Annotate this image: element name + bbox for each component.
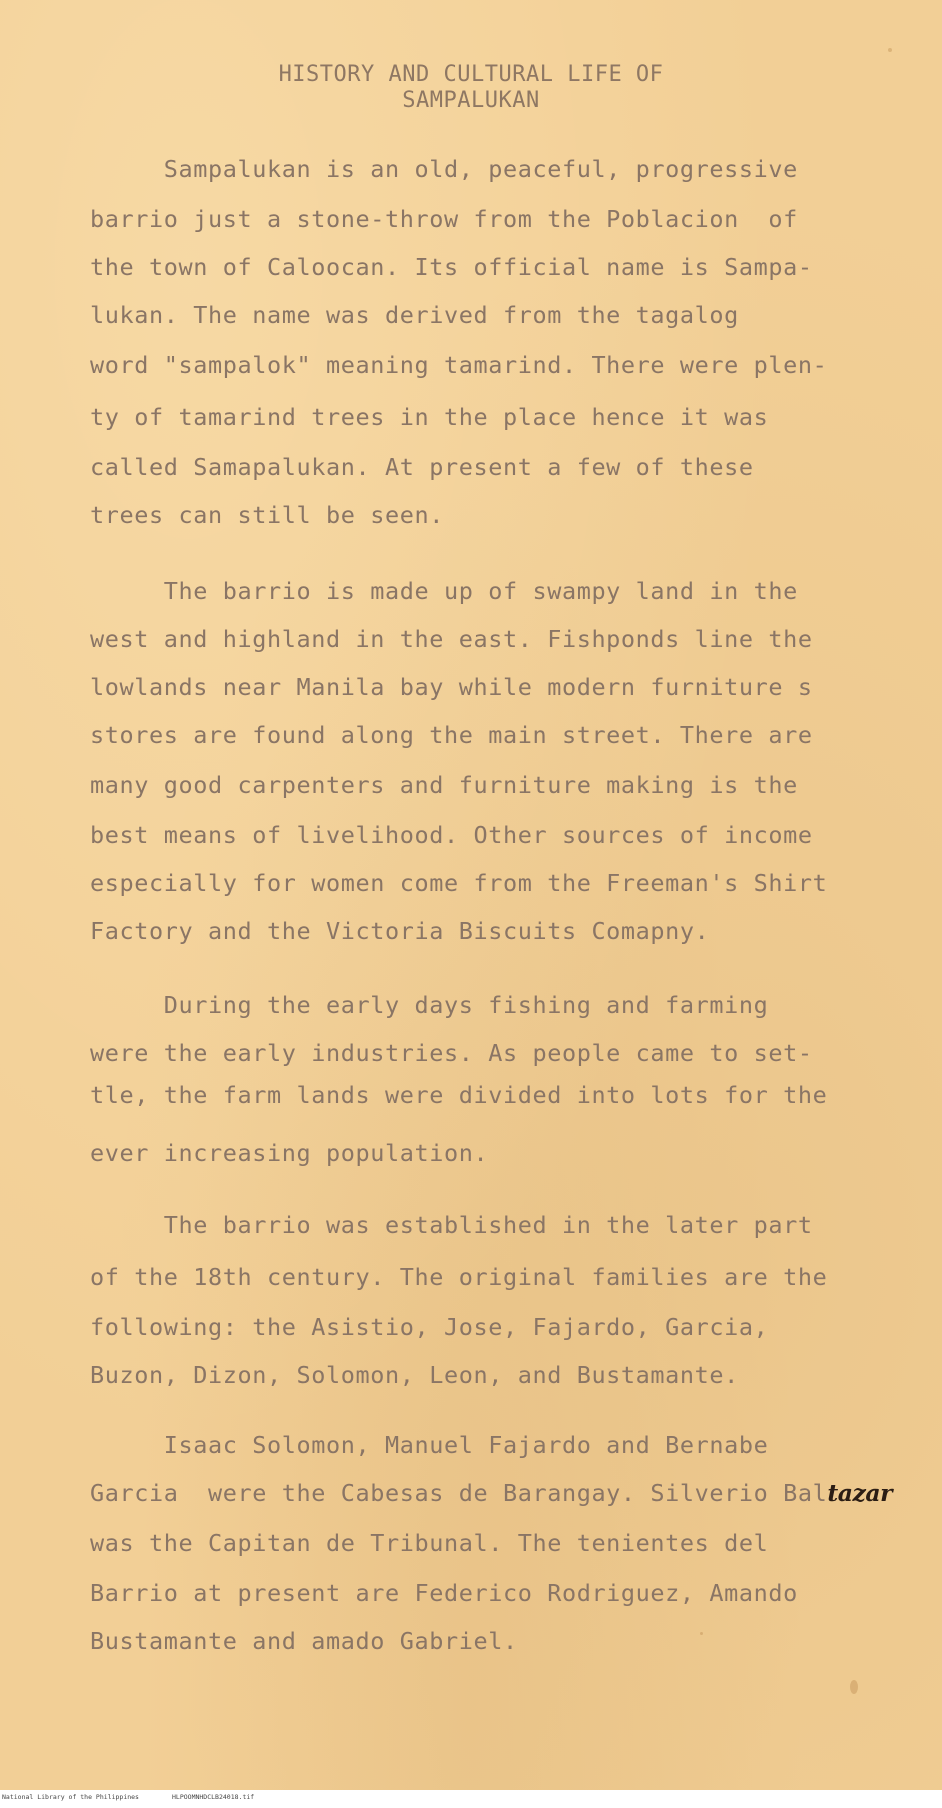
paragraph-4-line-2: of the 18th century. The original families are the [90, 1263, 828, 1291]
paragraph-2-line-3: lowlands near Manila bay while modern furniture s [90, 673, 813, 701]
paragraph-1-line-2: barrio just a stone-throw from the Poblacion of [90, 205, 798, 233]
paragraph-5-line-2-text: Garcia were the Cabesas de Barangay. Silverio Bal [90, 1479, 828, 1507]
footer-file-id: HLPOOMNHDCLB24018.tif [172, 1793, 255, 1801]
scan-footer [0, 1790, 942, 1808]
paragraph-1-line-3: the town of Caloocan. Its official name is Sampa- [90, 253, 813, 281]
paragraph-3-line-3: tle, the farm lands were divided into lots for the [90, 1081, 828, 1109]
footer-library-name: National Library of the Philippines [2, 1793, 139, 1801]
paragraph-5-line-2 [90, 1479, 892, 1507]
page-title-line-2: SAMPALUKAN [402, 88, 540, 113]
paragraph-2-line-7: especially for women come from the Freeman's Shirt [90, 869, 828, 897]
paper-speck [888, 48, 892, 52]
paragraph-1-line-8: trees can still be seen. [90, 501, 444, 529]
paragraph-4-line-3: following: the Asistio, Jose, Fajardo, Garcia, [90, 1313, 769, 1341]
paper-speck [850, 1680, 858, 1694]
paragraph-5-line-1: Isaac Solomon, Manuel Fajardo and Bernabe [90, 1431, 769, 1459]
paragraph-2-line-1: The barrio is made up of swampy land in the [90, 577, 798, 605]
paragraph-1-line-5: word "sampalok" meaning tamarind. There were plen- [90, 351, 828, 379]
paragraph-2-line-4: stores are found along the main street. There are [90, 721, 813, 749]
paragraph-2-line-8: Factory and the Victoria Biscuits Comapny. [90, 917, 710, 945]
paragraph-1-line-7: called Samapalukan. At present a few of these [90, 453, 754, 481]
handwritten-correction: tazar [827, 1479, 892, 1507]
paragraph-3-line-4: ever increasing population. [90, 1139, 489, 1167]
paragraph-2-line-2: west and highland in the east. Fishponds line the [90, 625, 813, 653]
paragraph-3-line-2: were the early industries. As people came to set- [90, 1039, 813, 1067]
paper-speck [700, 1632, 703, 1635]
paragraph-5-line-4: Barrio at present are Federico Rodriguez, Amando [90, 1579, 798, 1607]
paragraph-2-line-5: many good carpenters and furniture making is the [90, 771, 798, 799]
paragraph-1-line-6: ty of tamarind trees in the place hence it was [90, 403, 769, 431]
paragraph-5-line-3: was the Capitan de Tribunal. The tenientes del [90, 1529, 769, 1557]
paragraph-4-line-1: The barrio was established in the later part [90, 1211, 813, 1239]
page-title-line-1: HISTORY AND CULTURAL LIFE OF [278, 62, 664, 87]
paragraph-4-line-4: Buzon, Dizon, Solomon, Leon, and Bustamante. [90, 1361, 739, 1389]
paragraph-5-line-5: Bustamante and amado Gabriel. [90, 1627, 518, 1655]
paragraph-1-line-1: Sampalukan is an old, peaceful, progressive [90, 155, 798, 183]
paragraph-1-line-4: lukan. The name was derived from the tagalog [90, 301, 739, 329]
paragraph-2-line-6: best means of livelihood. Other sources of income [90, 821, 813, 849]
paragraph-3-line-1: During the early days fishing and farming [90, 991, 769, 1019]
